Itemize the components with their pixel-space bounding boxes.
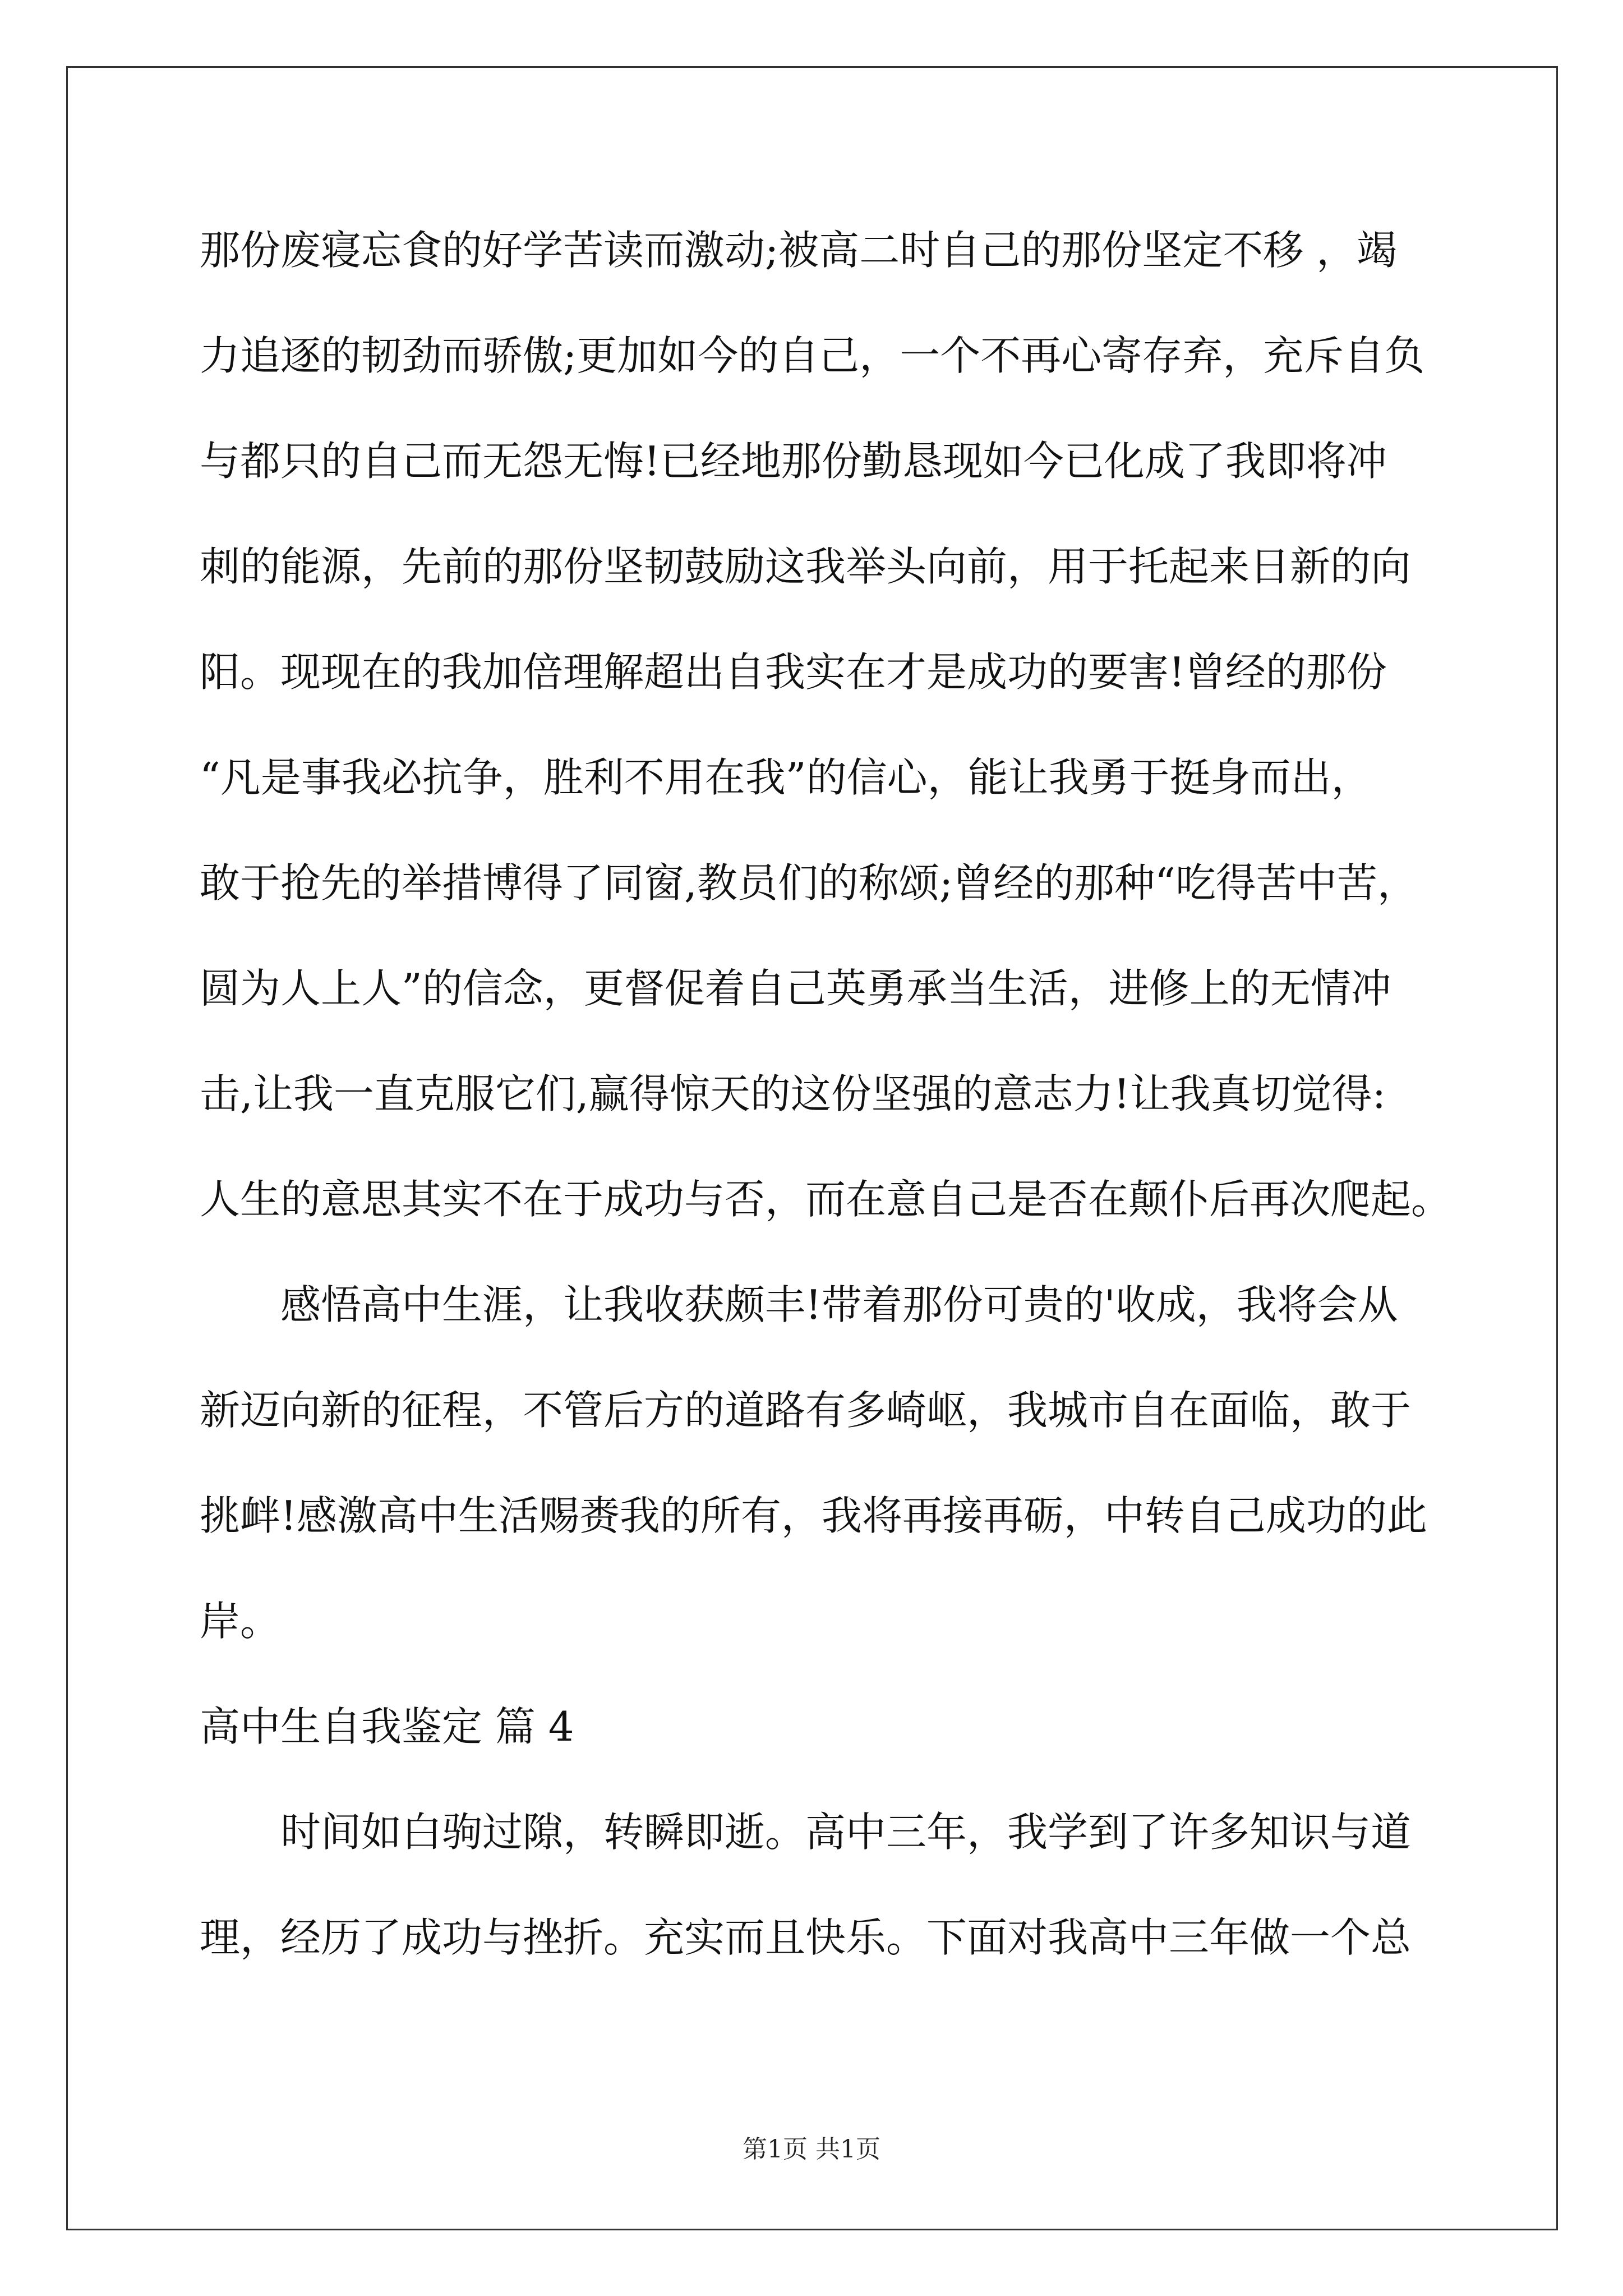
page-footer: 第1页 共1页 [743,2135,880,2164]
paragraph-2-line: 感悟高中生涯，让我收获颇丰!带着那份可贵的'收成，我将会从 [280,1281,1398,1328]
paragraph-2-line: 岸。 [200,1598,281,1645]
paragraph-1-line: “凡是事我必抗争，胜利不用在我”的信心，能让我勇于挺身而出， [200,754,1372,801]
paragraph-1-line: 击,让我一直克服它们,赢得惊天的这份坚强的意志力!让我真切觉得: [200,1070,1386,1117]
paragraph-3-line: 时间如白驹过隙，转瞬即逝。高中三年，我学到了许多知识与道 [280,1809,1412,1856]
paragraph-3-line: 理，经历了成功与挫折。充实而且快乐。下面对我高中三年做一个总 [200,1914,1412,1961]
paragraph-1-line: 圆为人上人”的信念，更督促着自己英勇承当生活，进修上的无情冲 [200,965,1391,1012]
paragraph-1-line: 人生的意思其实不在于成功与否，而在意自己是否在颠仆后再次爬起。 [200,1176,1452,1223]
document-body [200,197,1452,1990]
paragraph-1-line: 阳。现现在的我加倍理解超出自我实在才是成功的要害!曾经的那份 [200,648,1387,696]
paragraph-1-line: 刺的能源，先前的那份坚韧鼓励这我举头向前，用于托起来日新的向 [200,543,1412,590]
paragraph-1-line: 力追逐的韧劲而骄傲;更加如今的自己，一个不再心寄存弃，充斥自负 [200,332,1425,379]
paragraph-2-line: 新迈向新的征程，不管后方的道路有多崎岖，我城市自在面临，敢于 [200,1387,1412,1434]
paragraph-1-line: 那份废寝忘食的好学苦读而激动;被高二时自己的那份坚定不移 ，竭 [200,227,1398,274]
paragraph-1-line: 与都只的自己而无怨无悔!已经地那份勤恳现如今已化成了我即将冲 [200,438,1387,485]
paragraph-2-line: 挑衅!感激高中生活赐赉我的所有，我将再接再砺，中转自己成功的此 [200,1492,1427,1539]
paragraph-1-line: 敢于抢先的举措博得了同窗,教员们的称颂;曾经的那种“吃得苦中苦， [200,859,1418,907]
section-heading: 高中生自我鉴定 篇 4 [200,1703,574,1750]
